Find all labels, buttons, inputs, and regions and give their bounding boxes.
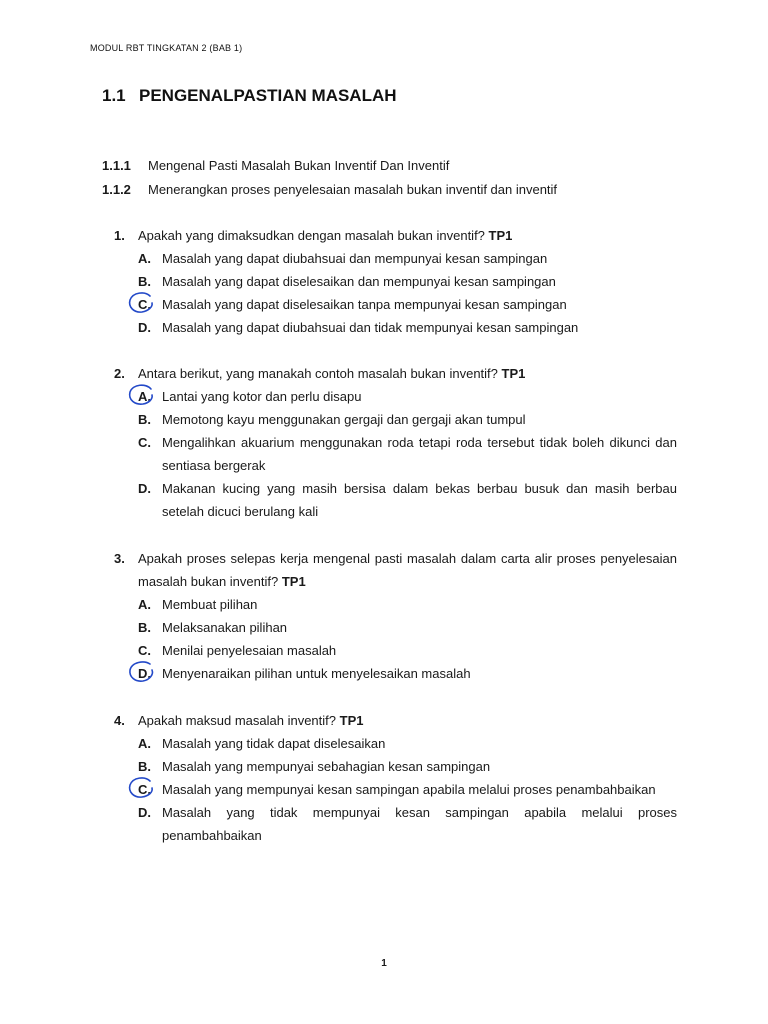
option-letter: C. — [138, 778, 151, 801]
option-text: Makanan kucing yang masih bersisa dalam bekas berbau busuk dan masih berbau setelah dicuci berulang kali — [162, 481, 677, 519]
option-text: Melaksanakan pilihan — [162, 620, 288, 635]
option-text: Memotong kayu menggunakan gergaji dan gergaji akan tumpul — [162, 412, 526, 427]
question-stem — [114, 709, 677, 732]
handwritten-circle-mark — [128, 776, 158, 800]
option-letter: C. — [138, 293, 151, 316]
level-badge: TP1 — [339, 713, 364, 728]
option-letter: B. — [138, 759, 151, 774]
question-text: Antara berikut, yang manakah contoh masalah bukan inventif? — [138, 366, 498, 381]
option-d[interactable] — [114, 662, 677, 685]
option-b[interactable] — [114, 755, 677, 778]
option-letter: A. — [138, 251, 151, 266]
option-c[interactable] — [114, 431, 677, 477]
option-text: Menilai penyelesaian masalah — [162, 643, 337, 658]
question-4 — [114, 709, 677, 847]
option-c[interactable] — [114, 639, 677, 662]
option-letter: D. — [138, 481, 151, 496]
question-text: Apakah yang dimaksudkan dengan masalah bukan inventif? — [138, 228, 485, 243]
option-b[interactable] — [114, 408, 677, 431]
option-b[interactable] — [114, 270, 677, 293]
question-text: Apakah proses selepas kerja mengenal pasti masalah dalam carta alir proses penyelesaian masalah bukan inventif? — [138, 551, 677, 589]
option-letter: A. — [138, 385, 151, 408]
handwritten-circle-mark — [128, 383, 158, 407]
option-c[interactable] — [114, 293, 677, 316]
option-text: Masalah yang mempunyai kesan sampingan apabila melalui proses penambahbaikan — [162, 782, 656, 797]
option-a[interactable] — [114, 732, 677, 755]
subtopic-text: Menerangkan proses penyelesaian masalah bukan inventif dan inventif — [148, 182, 558, 197]
section-number: 1.1 — [102, 86, 126, 105]
question-stem — [114, 547, 677, 593]
level-badge: TP1 — [488, 228, 513, 243]
option-text: Mengalihkan akuarium menggunakan roda tetapi roda tersebut tidak boleh dikunci dan sentiasa bergerak — [162, 435, 677, 473]
question-1 — [114, 224, 677, 339]
option-letter: C. — [138, 435, 151, 450]
level-badge: TP1 — [281, 574, 306, 589]
option-a[interactable] — [114, 385, 677, 408]
question-stem — [114, 224, 677, 247]
option-text: Masalah yang tidak dapat diselesaikan — [162, 736, 386, 751]
option-text: Masalah yang mempunyai sebahagian kesan sampingan — [162, 759, 491, 774]
level-badge: TP1 — [501, 366, 526, 381]
question-number: 3. — [114, 551, 125, 566]
option-letter: D. — [138, 320, 151, 335]
option-text: Masalah yang dapat diubahsuai dan tidak mempunyai kesan sampingan — [162, 320, 579, 335]
option-text: Masalah yang dapat diselesaikan dan mempunyai kesan sampingan — [162, 274, 556, 289]
option-letter: B. — [138, 620, 151, 635]
handwritten-circle-mark — [128, 291, 158, 315]
page-number: 1 — [381, 958, 387, 969]
option-letter: A. — [138, 736, 151, 751]
subtopic-number: 1.1.1 — [102, 158, 131, 173]
option-letter: B. — [138, 274, 151, 289]
question-number: 4. — [114, 713, 125, 728]
question-3 — [114, 547, 677, 685]
option-a[interactable] — [114, 593, 677, 616]
subtopic-2 — [102, 182, 557, 197]
option-b[interactable] — [114, 616, 677, 639]
option-d[interactable] — [114, 316, 677, 339]
handwritten-circle-mark — [128, 660, 158, 684]
subtopic-1 — [102, 158, 449, 173]
option-text: Masalah yang tidak mempunyai kesan sampingan apabila melalui proses penambahbaikan — [162, 805, 677, 843]
question-stem — [114, 362, 677, 385]
option-letter: C. — [138, 643, 151, 658]
option-letter: D. — [138, 662, 151, 685]
option-text: Membuat pilihan — [162, 597, 258, 612]
option-text: Lantai yang kotor dan perlu disapu — [162, 389, 362, 404]
question-2 — [114, 362, 677, 523]
section-title — [102, 86, 397, 106]
section-title-text: PENGENALPASTIAN MASALAH — [139, 86, 397, 105]
option-a[interactable] — [114, 247, 677, 270]
option-text: Masalah yang dapat diselesaikan tanpa mempunyai kesan sampingan — [162, 297, 567, 312]
subtopic-number: 1.1.2 — [102, 182, 131, 197]
subtopic-text: Mengenal Pasti Masalah Bukan Inventif Dan Inventif — [148, 158, 450, 173]
option-d[interactable] — [114, 477, 677, 523]
question-number: 2. — [114, 366, 125, 381]
option-text: Masalah yang dapat diubahsuai dan mempunyai kesan sampingan — [162, 251, 548, 266]
option-text: Menyenaraikan pilihan untuk menyelesaikan masalah — [162, 666, 471, 681]
page-header: MODUL RBT TINGKATAN 2 (BAB 1) — [90, 43, 243, 53]
option-letter: B. — [138, 412, 151, 427]
option-d[interactable] — [114, 801, 677, 847]
option-letter: A. — [138, 597, 151, 612]
option-letter: D. — [138, 805, 151, 820]
question-number: 1. — [114, 228, 125, 243]
option-c[interactable] — [114, 778, 677, 801]
question-text: Apakah maksud masalah inventif? — [138, 713, 337, 728]
